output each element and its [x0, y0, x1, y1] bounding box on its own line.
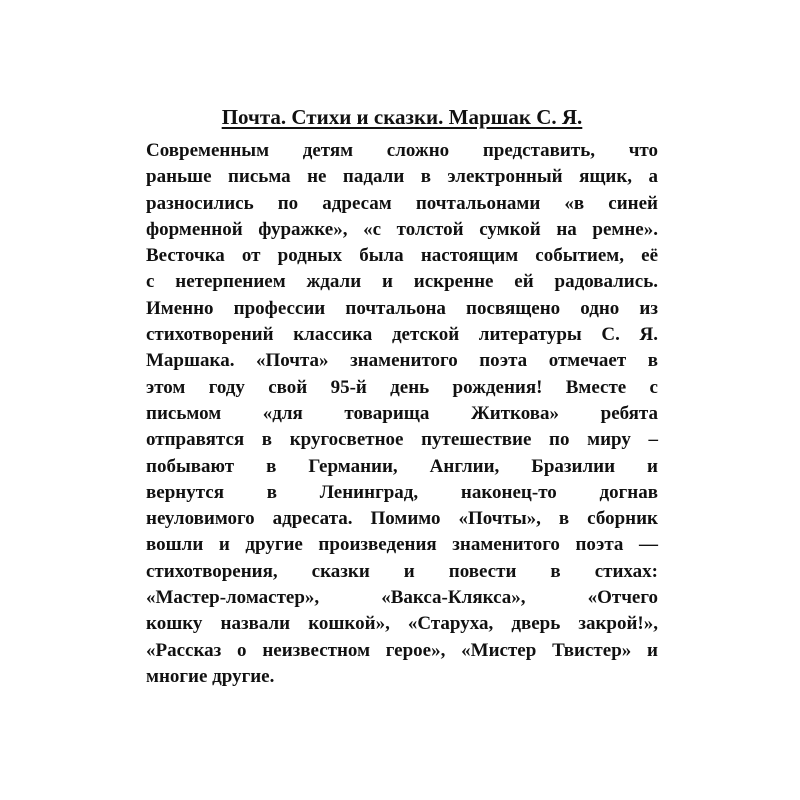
document-title-text: Почта. Стихи и сказки. Маршак С. Я.: [221, 105, 583, 129]
body-line-last: многие другие.: [146, 665, 275, 687]
body-line: письмом «для товарища Житкова» ребята: [146, 402, 658, 424]
document-title: [146, 104, 658, 130]
body-line: Именно профессии почтальона посвящено одно из: [146, 297, 658, 319]
body-line: побывают в Германии, Англии, Бразилии и: [146, 455, 658, 477]
document-body: [146, 138, 658, 690]
body-line: Весточка от родных была настоящим событием, её: [146, 245, 658, 267]
body-line: отправятся в кругосветное путешествие по миру –: [146, 429, 658, 451]
body-line: Маршака. «Почта» знаменитого поэта отмечает в: [146, 350, 658, 372]
body-line: «Мастер-ломастер», «Вакса-Клякса», «Отчего: [146, 587, 658, 609]
document-page: [146, 104, 658, 690]
body-line: стихотворения, сказки и повести в стихах:: [146, 560, 658, 582]
body-line: стихотворений классика детской литературы С. Я.: [146, 324, 658, 346]
body-line: неуловимого адресата. Помимо «Почты», в сборник: [146, 508, 658, 530]
body-line: «Рассказ о неизвестном герое», «Мистер Твистер» и: [146, 639, 658, 661]
body-line: раньше письма не падали в электронный ящик, а: [146, 166, 658, 188]
body-line: Современным детям сложно представить, что: [146, 140, 658, 161]
body-line: вошли и другие произведения знаменитого поэта —: [146, 534, 658, 556]
body-line: кошку назвали кошкой», «Старуха, дверь закрой!»,: [146, 613, 658, 635]
body-line: этом году свой 95-й день рождения! Вместе с: [146, 376, 658, 398]
body-line: разносились по адресам почтальонами «в синей: [146, 192, 658, 214]
body-line: форменной фуражке», «с толстой сумкой на ремне».: [146, 218, 658, 240]
body-line: с нетерпением ждали и искренне ей радовались.: [146, 271, 658, 293]
body-line: вернутся в Ленинград, наконец-то догнав: [146, 481, 658, 503]
